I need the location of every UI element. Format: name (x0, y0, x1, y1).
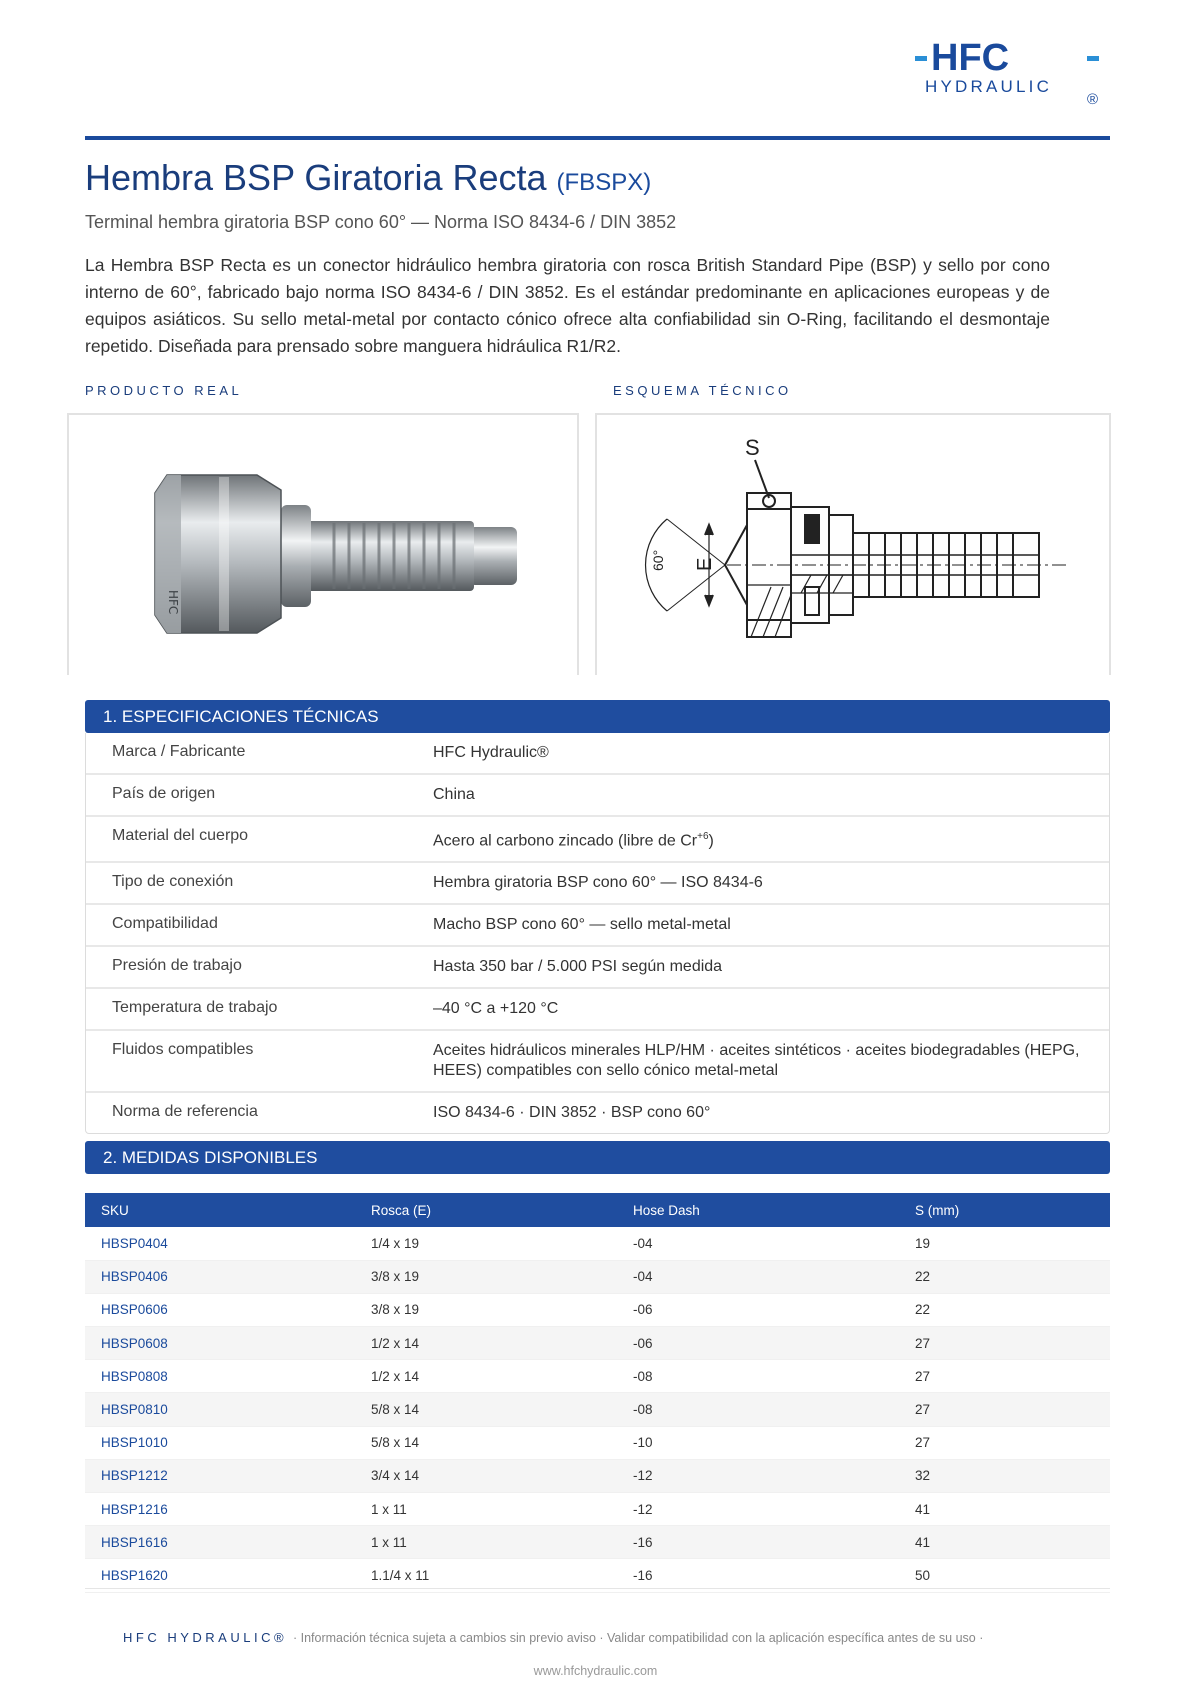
cell-sku: HBSP0606 (85, 1293, 355, 1326)
cell-thread: 1.1/4 x 11 (355, 1559, 617, 1592)
svg-text:HFC: HFC (166, 590, 180, 615)
cell-thread: 1 x 11 (355, 1526, 617, 1559)
cell-s-mm: 27 (899, 1393, 1110, 1426)
specs-table (85, 733, 1110, 1134)
spec-row (86, 733, 1109, 775)
spec-key: Compatibilidad (112, 915, 218, 933)
spec-row (86, 947, 1109, 989)
cell-hose-dash: -12 (617, 1493, 899, 1526)
cell-thread: 3/8 x 19 (355, 1260, 617, 1293)
cell-s-mm: 22 (899, 1293, 1110, 1326)
cell-sku: HBSP1620 (85, 1559, 355, 1592)
footer-disclaimer: · Información técnica sujeta a cambios sin previo aviso · Validar compatibilidad con la aplicación específica antes de su uso · (293, 1631, 984, 1645)
schematic-e-label: E (694, 557, 716, 571)
cell-hose-dash: -06 (617, 1327, 899, 1360)
cell-hose-dash: -08 (617, 1360, 899, 1393)
hfc-hydraulic-logo (915, 38, 1105, 108)
technical-schematic (595, 413, 1111, 675)
cell-sku: HBSP0810 (85, 1393, 355, 1426)
specs-heading: 1. ESPECIFICACIONES TÉCNICAS (85, 700, 1110, 733)
logo-main: HFC (931, 38, 1010, 79)
table-end-rule (85, 1588, 1110, 1589)
cell-hose-dash: -12 (617, 1459, 899, 1492)
spec-key: Material del cuerpo (112, 827, 249, 844)
sizes-header-row (85, 1193, 1110, 1227)
column-header-sku: SKU (85, 1193, 355, 1227)
cell-hose-dash: -06 (617, 1293, 899, 1326)
logo-registered: ® (1087, 91, 1099, 108)
footer-url[interactable]: www.hfchydraulic.com (533, 1664, 658, 1678)
cell-thread: 3/4 x 14 (355, 1459, 617, 1492)
spec-value: Macho BSP cono 60° — sello metal-metal (433, 916, 731, 934)
spec-value: –40 °C a +120 °C (433, 1000, 559, 1018)
footer-brand: HFC HYDRAULIC® (123, 1630, 288, 1645)
spec-row (86, 989, 1109, 1031)
product-description: La Hembra BSP Recta es un conector hidráulico hembra giratoria con rosca British Standard Pipe (BSP) y sello por cono interno de 60°, fabricado bajo norma ISO 8434-6 / DIN 3852. Es el estándar predominante en aplicaciones europeas y de equipos asiáticos. Su sello metal-metal por contacto cónico ofrece alta confiabilidad sin O-Ring, facilitando el desmontaje repetido. Diseñada para prensado sobre manguera hidráulica R1/R2. (85, 255, 1050, 356)
spec-row (86, 1093, 1109, 1133)
column-header-thread: Rosca (E) (355, 1193, 617, 1227)
spec-value-sup: +6 (697, 831, 709, 842)
spec-row (86, 817, 1109, 863)
cell-sku: HBSP1616 (85, 1526, 355, 1559)
cell-s-mm: 27 (899, 1360, 1110, 1393)
spec-row (86, 863, 1109, 905)
table-row (85, 1360, 1110, 1393)
cell-sku: HBSP1216 (85, 1493, 355, 1526)
sizes-table-body (85, 1227, 1110, 1592)
cell-hose-dash: -08 (617, 1393, 899, 1426)
cell-s-mm: 27 (899, 1327, 1110, 1360)
product-photo (67, 413, 579, 675)
spec-key: Presión de trabajo (112, 957, 242, 975)
spec-value: HFC Hydraulic® (433, 744, 549, 761)
cell-hose-dash: -10 (617, 1426, 899, 1459)
cell-hose-dash: -16 (617, 1559, 899, 1592)
header-rule (85, 136, 1110, 140)
table-row (85, 1493, 1110, 1526)
spec-key: País de origen (112, 785, 216, 802)
cell-sku: HBSP0404 (85, 1227, 355, 1260)
cell-thread: 1/2 x 14 (355, 1360, 617, 1393)
spec-value (433, 817, 1109, 861)
spec-value: Hasta 350 bar / 5.000 PSI según medida (433, 958, 723, 976)
column-header-s-mm: S (mm) (899, 1193, 1110, 1227)
table-row (85, 1393, 1110, 1426)
cell-hose-dash: -04 (617, 1260, 899, 1293)
column-header-hose-dash: Hose Dash (617, 1193, 899, 1227)
cell-s-mm: 50 (899, 1559, 1110, 1592)
cell-thread: 5/8 x 14 (355, 1393, 617, 1426)
cell-sku: HBSP0608 (85, 1327, 355, 1360)
page-subtitle: Terminal hembra giratoria BSP cono 60° — Norma ISO 8434-6 / DIN 3852 (85, 212, 677, 232)
table-row (85, 1293, 1110, 1326)
spec-row (86, 775, 1109, 817)
cell-s-mm: 27 (899, 1426, 1110, 1459)
cell-s-mm: 32 (899, 1459, 1110, 1492)
cell-thread: 3/8 x 19 (355, 1293, 617, 1326)
spec-key: Tipo de conexión (112, 873, 234, 891)
cell-sku: HBSP0808 (85, 1360, 355, 1393)
spec-value-end: ) (708, 832, 714, 850)
spec-key: Norma de referencia (112, 1103, 258, 1121)
page-title (85, 157, 651, 199)
spec-key: Temperatura de trabajo (112, 999, 278, 1017)
cell-thread: 1 x 11 (355, 1493, 617, 1526)
cell-thread: 1/4 x 19 (355, 1227, 617, 1260)
product-photo-label: PRODUCTO REAL (85, 383, 243, 398)
spec-value: ISO 8434-6 · DIN 3852 · BSP cono 60° (433, 1104, 711, 1122)
spec-value: Hembra giratoria BSP cono 60° — ISO 8434-6 (433, 874, 763, 892)
cell-s-mm: 19 (899, 1227, 1110, 1260)
cell-sku: HBSP0406 (85, 1260, 355, 1293)
table-row (85, 1459, 1110, 1492)
sizes-heading: 2. MEDIDAS DISPONIBLES (85, 1141, 1110, 1174)
cell-s-mm: 41 (899, 1493, 1110, 1526)
table-row (85, 1327, 1110, 1360)
logo-sub: HYDRAULIC (925, 77, 1053, 96)
spec-value-text: Acero al carbono zincado (libre de Cr (433, 832, 698, 850)
cell-thread: 5/8 x 14 (355, 1426, 617, 1459)
cell-hose-dash: -04 (617, 1227, 899, 1260)
spec-value: China (433, 786, 475, 803)
cell-hose-dash: -16 (617, 1526, 899, 1559)
schematic-label: ESQUEMA TÉCNICO (613, 383, 792, 398)
sizes-table (85, 1193, 1110, 1593)
spec-value: Aceites hidráulicos minerales HLP/HM · aceites sintéticos · aceites biodegradables (HEPG, HEES) compatibles con sello cónico metal-metal (433, 1042, 1080, 1080)
cell-s-mm: 22 (899, 1260, 1110, 1293)
table-row (85, 1526, 1110, 1559)
title-text: Hembra BSP Giratoria Recta (85, 157, 547, 198)
spec-row (86, 905, 1109, 947)
table-row (85, 1260, 1110, 1293)
table-row (85, 1227, 1110, 1260)
table-row (85, 1426, 1110, 1459)
cell-s-mm: 41 (899, 1526, 1110, 1559)
cell-sku: HBSP1212 (85, 1459, 355, 1492)
cell-thread: 1/2 x 14 (355, 1327, 617, 1360)
schematic-s-label: S (745, 435, 760, 460)
title-code: (FBSPX) (556, 169, 652, 196)
cell-sku: HBSP1010 (85, 1426, 355, 1459)
spec-key: Marca / Fabricante (112, 743, 246, 760)
schematic-angle-label: 60° (650, 549, 666, 571)
spec-row (86, 1031, 1109, 1093)
spec-key: Fluidos compatibles (112, 1041, 254, 1059)
